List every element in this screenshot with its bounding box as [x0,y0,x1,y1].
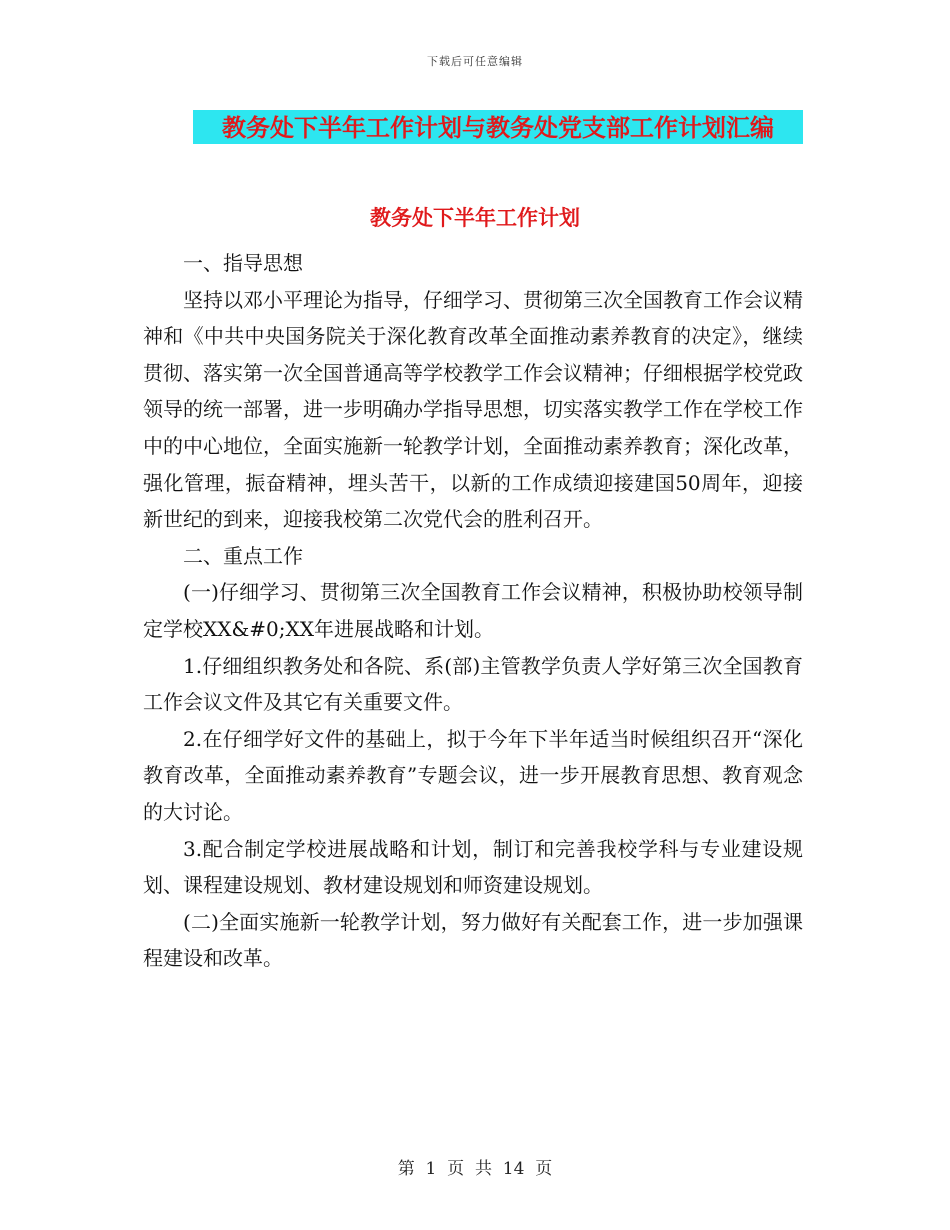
header-note: 下载后可任意编辑 [427,55,523,68]
heading-key-work: 二、重点工作 [183,543,303,568]
paragraph: (一)仔细学习、贯彻第三次全国教育工作会议精神，积极协助校领导制定学校XX&#0;XX年进展战略和计划。 [143,580,803,641]
paragraph: (二)全面实施新一轮教学计划，努力做好有关配套工作，进一步加强课程建设和改革。 [143,909,803,971]
paragraph: 1.仔细组织教务处和各院、系(部)主管教学负责人学好第三次全国教育工作会议文件及其它有关重要文件。 [143,653,803,715]
paragraph: 坚持以邓小平理论为指导，仔细学习、贯彻第三次全国教育工作会议精神和《中共中央国务院关于深化教育改革全面推动素养教育的决定》，继续贯彻、落实第一次全国普通高等学校教学工作会议精神；仔细根据学校党政领导的统一部署，进一步明确办学指导思想，切实落实教学工作在学校工作中的中心地位，全面实施新一轮教学计划，全面推动素养教育；深化改革，强化管理，振奋精神，埋头苦干，以新的工作成绩迎接建国50周年，迎接新世纪的到来，迎接我校第二次党代会的胜利召开。 [143,287,803,532]
page-number-footer: 第 1 页 共 14 页 [397,1159,553,1179]
main-title: 教务处下半年工作计划与教务处党支部工作计划汇编 [222,113,774,142]
section-title: 教务处下半年工作计划 [370,205,580,230]
paragraph: 2.在仔细学好文件的基础上，拟于今年下半年适当时候组织召开“深化教育改革，全面推动素养教育”专题会议，进一步开展教育思想、教育观念的大讨论。 [143,726,803,824]
body-text [143,245,803,977]
heading-guiding-ideology: 一、指导思想 [183,251,303,275]
paragraph: 3.配合制定学校进展战略和计划，制订和完善我校学科与专业建设规划、课程建设规划、教材建设规划和师资建设规划。 [143,836,803,898]
